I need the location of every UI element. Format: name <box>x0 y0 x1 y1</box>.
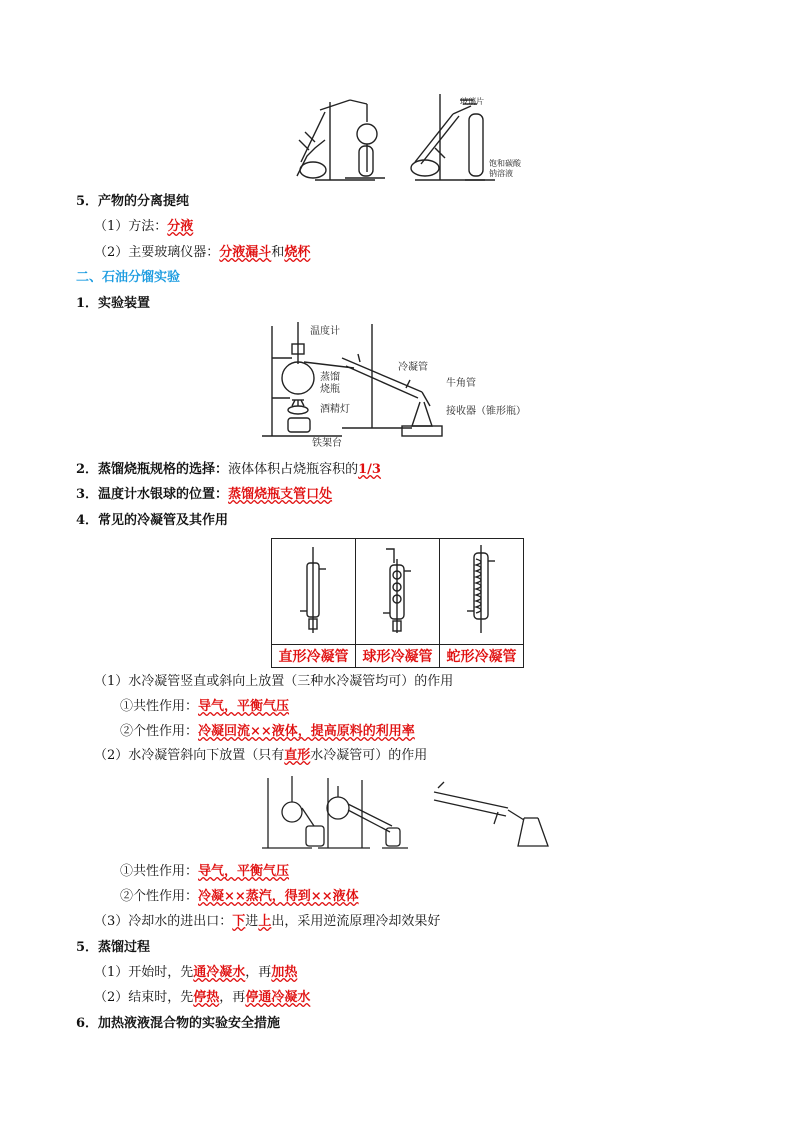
section-title: 加热液液混合物的实验安全措施 <box>98 1016 281 1031</box>
distill-label-lamp: 酒精灯 <box>320 404 350 415</box>
fig-top-label-2: 饱和碳酸 <box>489 159 521 168</box>
body-text: 进 <box>245 914 259 929</box>
downward-condenser-figure <box>262 772 562 854</box>
p1-common <box>120 697 289 717</box>
coil-condenser-image <box>440 539 524 645</box>
section-title: 蒸馏过程 <box>98 940 151 955</box>
section-title: 常见的冷凝管及其作用 <box>98 513 229 528</box>
section-number: 3． <box>76 487 99 502</box>
sub-2 <box>76 460 381 480</box>
answer: 通冷凝水 <box>193 965 246 980</box>
answer: 上 <box>258 914 272 929</box>
answer: 烧杯 <box>284 245 311 260</box>
section-number: 4． <box>76 513 99 528</box>
answer: 分液 <box>167 219 194 234</box>
distill-label-condenser: 冷凝管 <box>398 362 428 373</box>
body-text: 出，采用逆流原理冷却效果好 <box>271 914 441 929</box>
item-prefix: ①共性作用： <box>120 864 199 879</box>
p1-individual <box>120 722 415 742</box>
distill-label-flask-2: 烧瓶 <box>320 384 340 395</box>
section-title: 实验装置 <box>98 296 151 311</box>
answer: 停热 <box>193 990 220 1005</box>
answer: 冷凝回流××液体，提高原料的利用率 <box>198 724 415 739</box>
sec5-item-2 <box>94 243 310 263</box>
fig-top-label-1: 玻璃片 <box>460 97 484 106</box>
sub-1-heading <box>76 294 150 314</box>
item-prefix: （1）方法： <box>94 219 168 234</box>
straight-condenser-label: 直形冷凝管 <box>272 645 356 668</box>
p2-common <box>120 862 289 882</box>
distill-label-thermometer: 温度计 <box>310 326 340 337</box>
section-title: 产物的分离提纯 <box>98 194 190 209</box>
section-number: 2． <box>76 462 99 477</box>
answer: 1/3 <box>358 462 381 477</box>
body-text: 水冷凝管可）的作用 <box>310 748 428 763</box>
answer: 导气，平衡气压 <box>198 699 290 714</box>
bulb-condenser-image <box>356 539 440 645</box>
sub-4-heading <box>76 511 228 531</box>
p1-text: （1）水冷凝管竖直或斜向上放置（三种水冷凝管均可）的作用 <box>94 674 454 689</box>
answer: 蒸馏烧瓶支管口处 <box>228 487 333 502</box>
section-title: 温度计水银球的位置： <box>98 487 229 502</box>
condenser-table <box>271 538 524 668</box>
item-prefix: ①共性作用： <box>120 699 199 714</box>
body-text: （2）水冷凝管斜向下放置（只有 <box>94 748 285 763</box>
s5-item-1 <box>94 963 297 983</box>
answer: 直形 <box>284 748 311 763</box>
sub-5-heading <box>76 938 150 958</box>
sec5-item-1 <box>94 217 193 237</box>
distill-label-flask-1: 蒸馏 <box>320 372 340 383</box>
sub-6-heading <box>76 1014 280 1034</box>
section-number: 5． <box>76 940 99 955</box>
connector: 和 <box>271 245 285 260</box>
ester-apparatus-figure <box>285 92 555 188</box>
p3-text <box>94 912 440 932</box>
answer: 停通冷凝水 <box>245 990 311 1005</box>
answer: 导气，平衡气压 <box>198 864 290 879</box>
body-text: 液体体积占烧瓶容积的 <box>228 462 359 477</box>
item-prefix: ②个性作用： <box>120 724 199 739</box>
distill-label-stand: 铁架台 <box>312 438 342 449</box>
section-number: 5． <box>76 194 99 209</box>
section-title: 蒸馏烧瓶规格的选择： <box>98 462 229 477</box>
item-prefix: （2）主要玻璃仪器： <box>94 245 220 260</box>
part-2-heading: 二、石油分馏实验 <box>76 270 181 285</box>
answer: 下 <box>232 914 246 929</box>
sub-3 <box>76 485 332 505</box>
fig-top-label-3: 钠溶液 <box>489 169 513 178</box>
item-prefix: （3）冷却水的进出口： <box>94 914 233 929</box>
distill-label-receiver: 接收器（锥形瓶） <box>446 406 526 417</box>
p2-text <box>94 746 427 766</box>
straight-condenser-image <box>272 539 356 645</box>
distill-label-adapter: 牛角管 <box>446 378 476 389</box>
s5-item-2 <box>94 988 310 1008</box>
distillation-apparatus-figure <box>262 318 542 450</box>
p2-individual <box>120 887 359 907</box>
item-prefix: ②个性作用： <box>120 889 199 904</box>
section-5-heading <box>76 192 189 212</box>
answer: 分液漏斗 <box>219 245 272 260</box>
body-text: （1）开始时，先 <box>94 965 194 980</box>
body-text: ，再 <box>219 990 246 1005</box>
body-text: ，再 <box>245 965 272 980</box>
section-number: 1． <box>76 296 99 311</box>
coil-condenser-label: 蛇形冷凝管 <box>440 645 524 668</box>
body-text: （2）结束时，先 <box>94 990 194 1005</box>
bulb-condenser-label: 球形冷凝管 <box>356 645 440 668</box>
answer: 加热 <box>271 965 298 980</box>
answer: 冷凝××蒸汽，得到××液体 <box>198 889 359 904</box>
section-number: 6． <box>76 1016 99 1031</box>
